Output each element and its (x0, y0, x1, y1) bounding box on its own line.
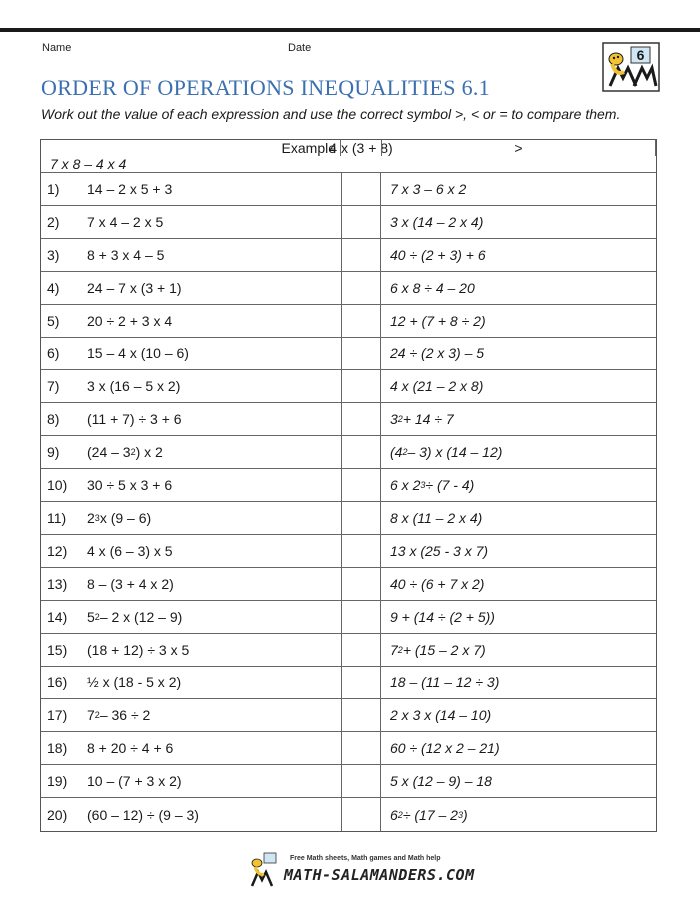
logo-grade: 6 (636, 47, 645, 63)
answer-symbol-box[interactable] (341, 502, 381, 535)
problem-left-expression: 3 x (16 – 5 x 2) (83, 370, 341, 403)
example-label: Example (41, 140, 341, 156)
problem-number: 16) (41, 667, 83, 700)
problem-right-expression: 6 x 8 ÷ 4 – 20 (381, 272, 656, 305)
example-row (41, 140, 656, 173)
problem-right-expression: 7 2 + (15 – 2 x 7) (381, 634, 656, 667)
answer-symbol-box[interactable] (341, 370, 381, 403)
problem-right-expression: 60 ÷ (12 x 2 – 21) (381, 732, 656, 765)
problem-number: 20) (47, 806, 68, 823)
answer-symbol-box[interactable] (341, 699, 381, 732)
problem-left-expression: 30 ÷ 5 x 3 + 6 (83, 469, 341, 502)
answer-symbol-box[interactable] (341, 732, 381, 765)
problem-right-expression: 5 x (12 – 9) – 18 (381, 765, 656, 798)
answer-symbol-box[interactable] (341, 601, 381, 634)
answer-symbol-box[interactable] (341, 403, 381, 436)
problem-number: 17) (41, 699, 83, 732)
problem-right-expression: 9 + (14 ÷ (2 + 5)) (381, 601, 656, 634)
answer-symbol-box[interactable] (341, 436, 381, 469)
problem-left-expression: 14 – 2 x 5 + 3 (83, 173, 341, 206)
problem-left-expression: 2 3 x (9 – 6) (83, 502, 341, 535)
problem-left-expression: (11 + 7) ÷ 3 + 6 (83, 403, 341, 436)
answer-symbol-box[interactable] (341, 535, 381, 568)
problem-number: 10) (41, 469, 83, 502)
problem-right-expression: 40 ÷ (6 + 7 x 2) (381, 568, 656, 601)
footer-brand[interactable]: MATH-SALAMANDERS.COM (284, 866, 475, 884)
problem-number: 13) (41, 568, 83, 601)
problem-number: 3) (41, 239, 83, 272)
problem-number: 1) (41, 173, 83, 206)
answer-symbol-box[interactable] (341, 272, 381, 305)
problem-right-expression: 3 x (14 – 2 x 4) (381, 206, 656, 239)
problem-number: 7) (41, 370, 83, 403)
example-symbol: > (381, 140, 656, 156)
answer-symbol-box[interactable] (341, 305, 381, 338)
problem-right-expression: 18 – (11 – 12 ÷ 3) (381, 667, 656, 700)
answer-symbol-box[interactable] (341, 173, 381, 206)
problem-left-expression: ½ x (18 - 5 x 2) (83, 667, 341, 700)
problem-left-expression: 7 2 – 36 ÷ 2 (83, 699, 341, 732)
date-label: Date (288, 42, 312, 54)
name-label: Name (42, 42, 72, 54)
problem-right-expression: 7 x 3 – 6 x 2 (381, 173, 656, 206)
instructions-text: Work out the value of each expression and use the correct symbol >, < or = to compare them. (41, 106, 621, 122)
problem-right-expression: 4 x (21 – 2 x 8) (381, 370, 656, 403)
answer-symbol-box[interactable] (341, 338, 381, 371)
problem-number: 19) (41, 765, 83, 798)
worksheet-title: ORDER OF OPERATIONS INEQUALITIES 6.1 (41, 75, 490, 100)
footer-tagline: Free Math sheets, Math games and Math help (290, 855, 441, 862)
problem-number: 15) (41, 634, 83, 667)
salamander-logo-icon (602, 42, 660, 92)
problem-right-expression: 3 2 + 14 ÷ 7 (381, 403, 656, 436)
problem-left-expression: 8 – (3 + 4 x 2) (83, 568, 341, 601)
answer-symbol-box[interactable] (341, 206, 381, 239)
problem-number: 12) (41, 535, 83, 568)
problem-right-expression: 13 x (25 - 3 x 7) (381, 535, 656, 568)
problem-right-expression: (4 2 – 3) x (14 – 12) (381, 436, 656, 469)
problem-number: 6) (41, 338, 83, 371)
footer (250, 852, 475, 888)
problem-left-expression: 15 – 4 x (10 – 6) (83, 338, 341, 371)
problem-left-expression: 10 – (7 + 3 x 2) (83, 765, 341, 798)
problem-left-expression: 7 x 4 – 2 x 5 (83, 206, 341, 239)
answer-symbol-box[interactable] (341, 798, 381, 831)
problem-left-expression: (24 – 3 2 ) x 2 (83, 436, 341, 469)
answer-symbol-box[interactable] (341, 765, 381, 798)
problem-left-expression: 8 + 20 ÷ 4 + 6 (83, 732, 341, 765)
problem-left-expression: (18 + 12) ÷ 3 x 5 (83, 634, 341, 667)
problem-right-expression: 2 x 3 x (14 – 10) (381, 699, 656, 732)
problem-right-expression: 24 ÷ (2 x 3) – 5 (381, 338, 656, 371)
problem-right-expression: 6 x 2 3 ÷ (7 - 4) (381, 469, 656, 502)
problem-number: 8) (41, 403, 83, 436)
example-right-expression: 7 x 8 – 4 x 4 (50, 156, 127, 172)
problem-number: 4) (41, 272, 83, 305)
example-left-expression: 4 x (3 + 8) (329, 140, 393, 156)
problem-number: 18) (41, 732, 83, 765)
problem-left-expression: 8 + 3 x 4 – 5 (83, 239, 341, 272)
problem-left-expression: 20 ÷ 2 + 3 x 4 (83, 305, 341, 338)
problem-number: 5) (41, 305, 83, 338)
answer-symbol-box[interactable] (341, 634, 381, 667)
problem-right-expression: 8 x (11 – 2 x 4) (381, 502, 656, 535)
top-rule (0, 28, 700, 32)
answer-symbol-box[interactable] (341, 239, 381, 272)
answer-symbol-box[interactable] (341, 469, 381, 502)
salamander-footer-icon (250, 852, 286, 888)
problem-table (40, 139, 657, 832)
problem-left-expression: 5 2 – 2 x (12 – 9) (83, 601, 341, 634)
problem-right-expression: 12 + (7 + 8 ÷ 2) (381, 305, 656, 338)
problem-number: 9) (41, 436, 83, 469)
answer-symbol-box[interactable] (341, 568, 381, 601)
answer-symbol-box[interactable] (341, 667, 381, 700)
problem-right-expression: 6 2 ÷ (17 – 2 3 ) (390, 806, 468, 823)
problem-left-expression: (60 – 12) ÷ (9 – 3) (87, 806, 199, 823)
problem-number: 11) (41, 502, 83, 535)
problem-number: 2) (41, 206, 83, 239)
problem-right-expression: 40 ÷ (2 + 3) + 6 (381, 239, 656, 272)
problem-number: 14) (41, 601, 83, 634)
problem-left-expression: 4 x (6 – 3) x 5 (83, 535, 341, 568)
problem-left-expression: 24 – 7 x (3 + 1) (83, 272, 341, 305)
